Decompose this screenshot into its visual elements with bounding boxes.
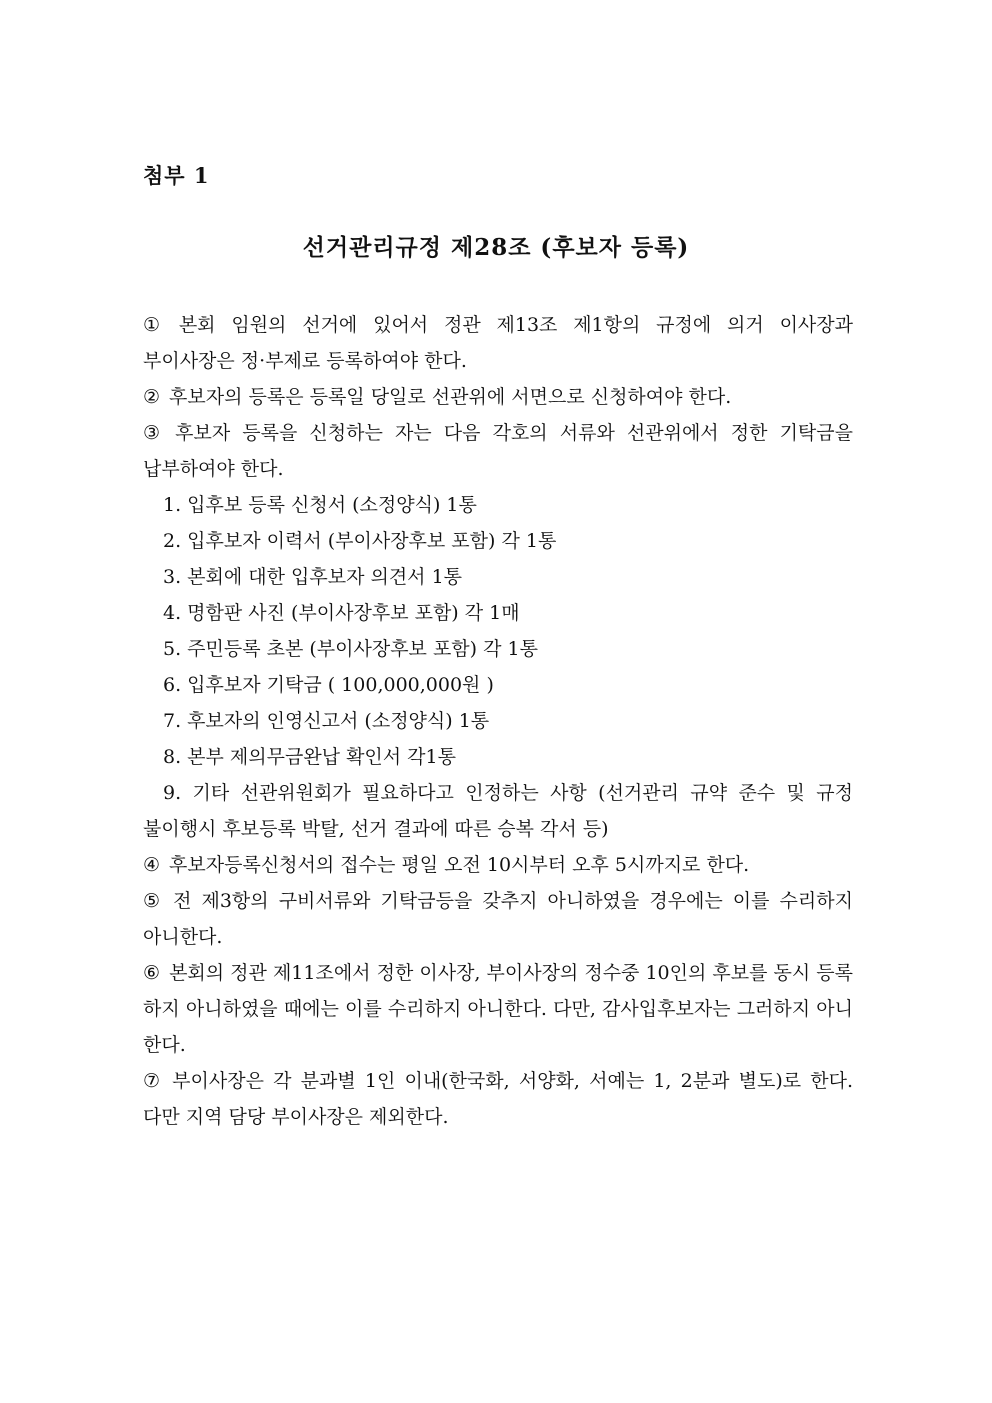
clause-mark: ⑥ xyxy=(143,962,161,984)
required-document-item: 3. 본회에 대한 입후보자 의견서 1통 xyxy=(163,566,463,588)
regulation-body xyxy=(143,307,853,1135)
clause-text: 본회 임원의 선거에 있어서 정관 제13조 제1항의 규정에 의거 이사장과 부이사장은 정·부제로 등록하여야 한다. xyxy=(143,314,853,372)
document-title: 선거관리규정 제28조 (후보자 등록) xyxy=(302,234,690,261)
clause-4 xyxy=(143,847,853,883)
clause-7 xyxy=(143,1063,853,1135)
required-document-item: 9. 기타 선관위원회가 필요하다고 인정하는 사항 (선거관리 규약 준수 및 규정 불이행시 후보등록 박탈, 선거 결과에 따른 승복 각서 등) xyxy=(143,782,853,840)
clause-mark: ① xyxy=(143,314,170,336)
clause-mark: ⑦ xyxy=(143,1070,164,1092)
attachment-label: 첨부 1 xyxy=(143,163,210,188)
clause-text: 부이사장은 각 분과별 1인 이내(한국화, 서양화, 서예는 1, 2분과 별도)로 한다. 다만 지역 담당 부이사장은 제외한다. xyxy=(143,1070,853,1128)
clause-text: 후보자의 등록은 등록일 당일로 선관위에 서면으로 신청하여야 한다. xyxy=(169,386,732,408)
clause-3 xyxy=(143,415,853,487)
required-document-item: 4. 명함판 사진 (부이사장후보 포함) 각 1매 xyxy=(163,602,520,624)
clause-text: 전 제3항의 구비서류와 기탁금등을 갖추지 아니하였을 경우에는 이를 수리하지 아니한다. xyxy=(143,890,853,948)
clause-mark: ③ xyxy=(143,422,167,444)
clause-mark: ④ xyxy=(143,854,161,876)
required-document-item: 1. 입후보 등록 신청서 (소정양식) 1통 xyxy=(163,494,477,516)
required-document-item: 2. 입후보자 이력서 (부이사장후보 포함) 각 1통 xyxy=(163,530,557,552)
required-document-item: 7. 후보자의 인영신고서 (소정양식) 1통 xyxy=(163,710,490,732)
clause-mark: ⑤ xyxy=(143,890,165,912)
clause-text: 후보자 등록을 신청하는 자는 다음 각호의 서류와 선관위에서 정한 기탁금을 납부하여야 한다. xyxy=(143,422,853,480)
clause-text: 본회의 정관 제11조에서 정한 이사장, 부이사장의 정수중 10인의 후보를 동시 등록 하지 아니하였을 때에는 이를 수리하지 아니한다. 다만, 감사입후보자는 그러하지 아니 한다. xyxy=(143,962,853,1056)
required-document-item: 5. 주민등록 초본 (부이사장후보 포함) 각 1통 xyxy=(163,638,538,660)
required-document-item: 8. 본부 제의무금완납 확인서 각1통 xyxy=(163,746,456,768)
required-document-item: 6. 입후보자 기탁금 ( 100,000,000원 ) xyxy=(163,674,494,696)
clause-text: 후보자등록신청서의 접수는 평일 오전 10시부터 오후 5시까지로 한다. xyxy=(169,854,750,876)
clause-6 xyxy=(143,955,853,1063)
clause-5 xyxy=(143,883,853,955)
clause-1 xyxy=(143,307,853,379)
clause-mark: ② xyxy=(143,386,161,408)
clause-2 xyxy=(143,379,853,415)
